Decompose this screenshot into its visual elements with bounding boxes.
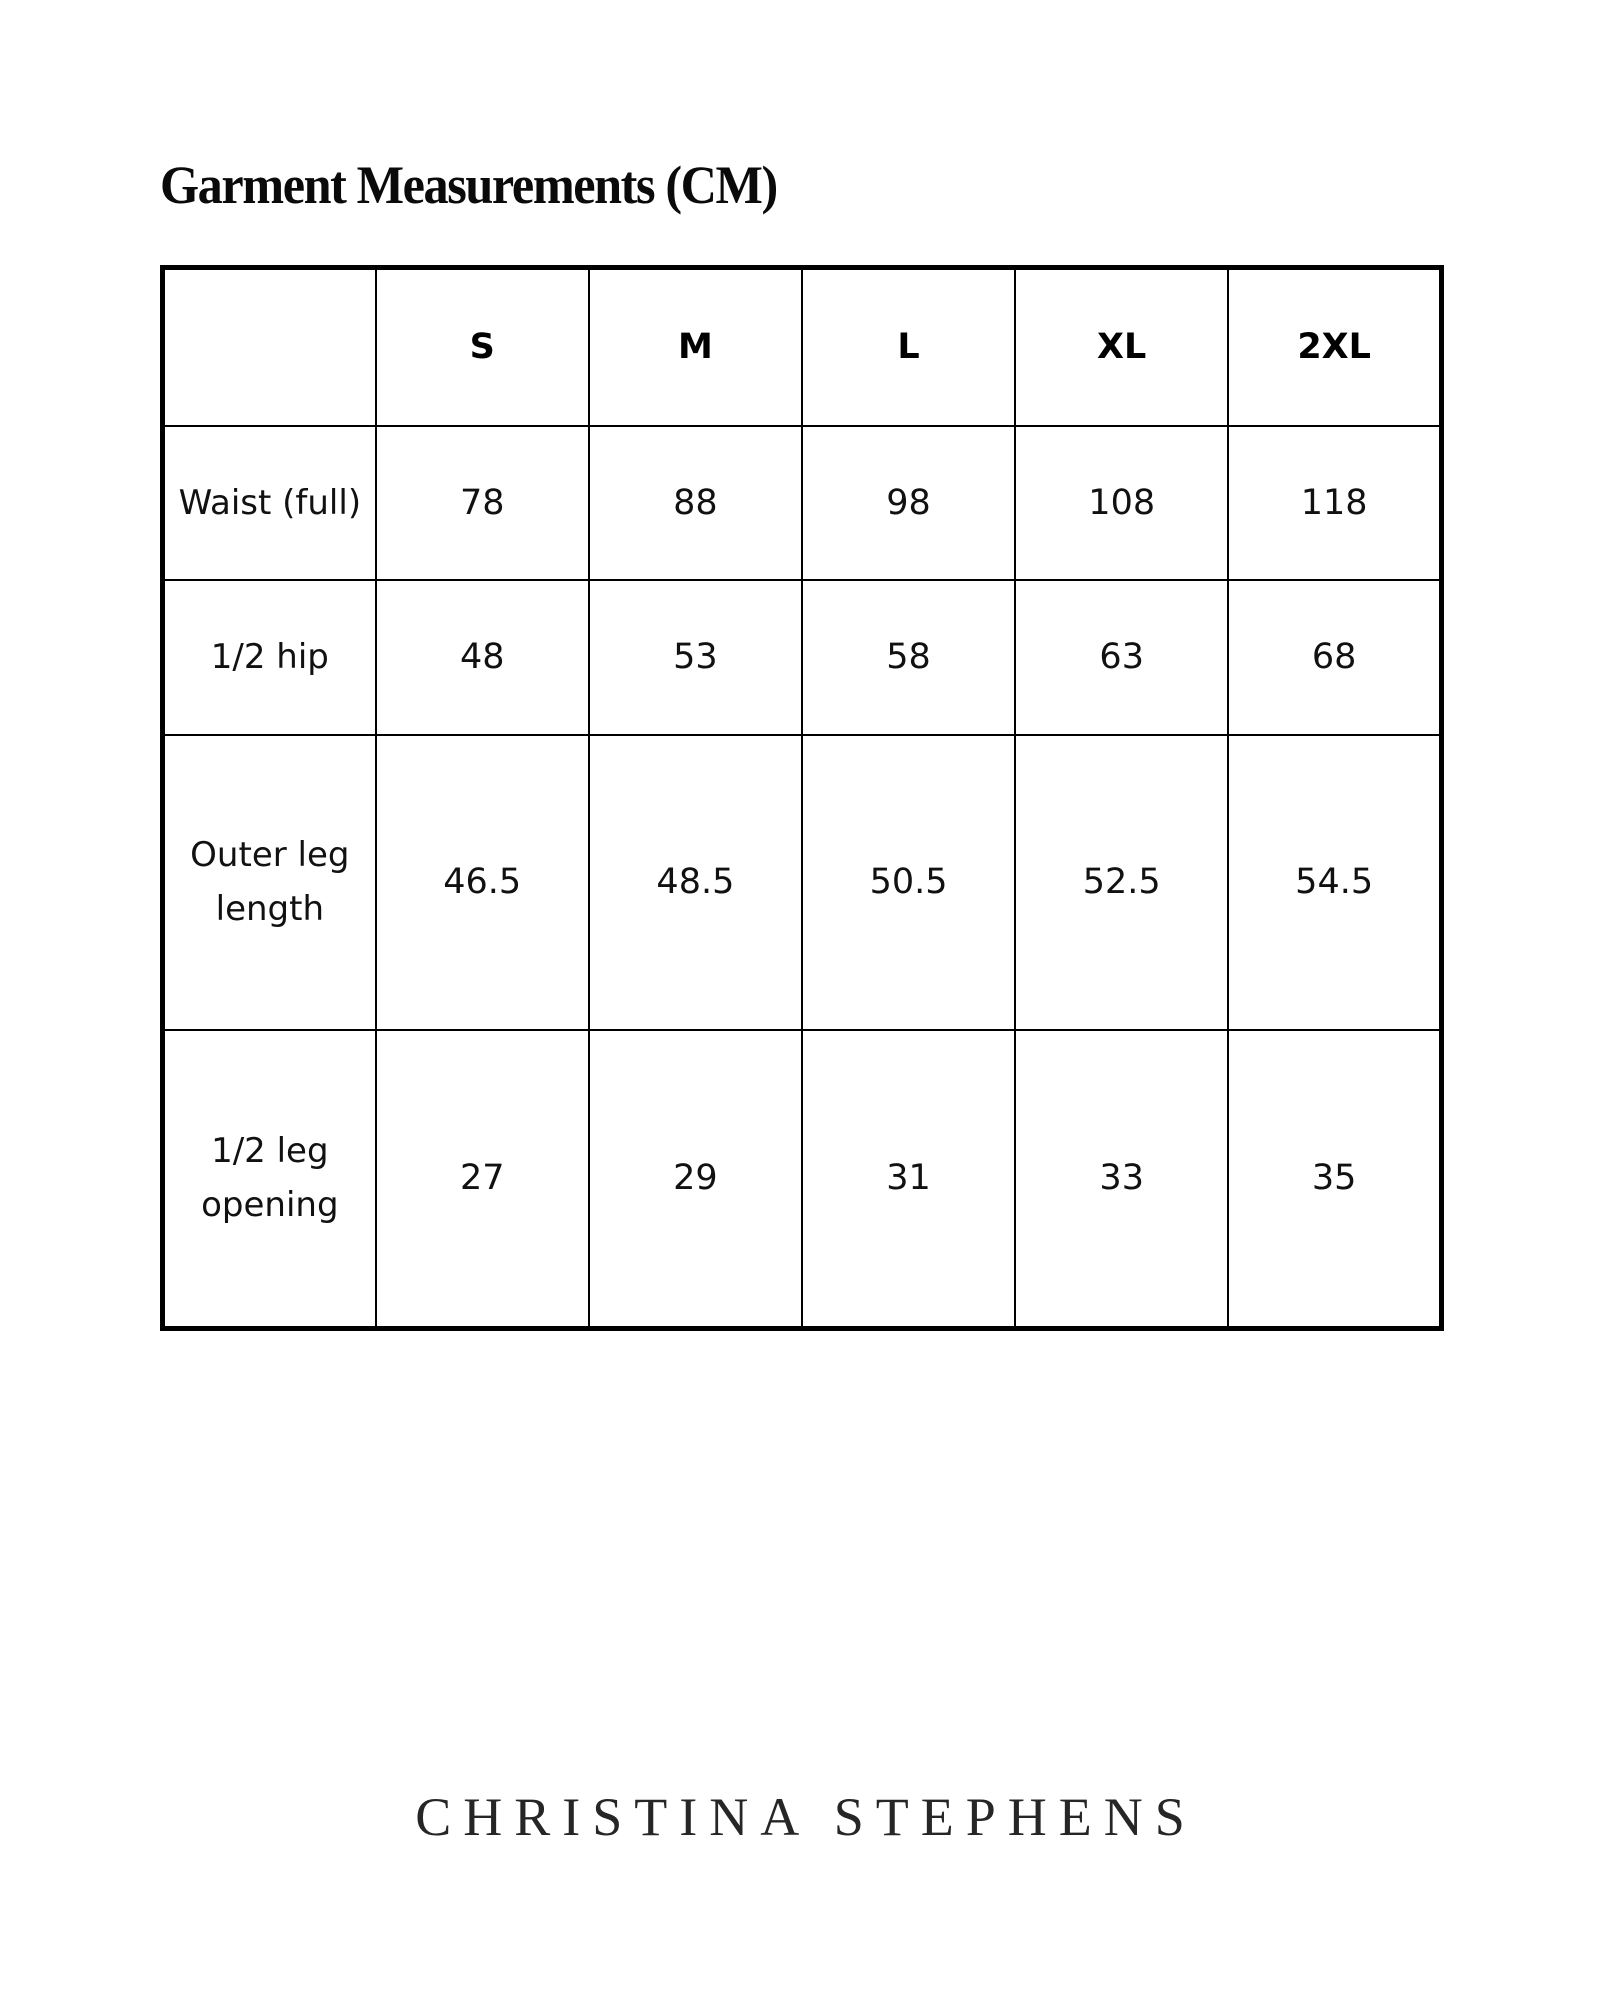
row-label: 1/2 hip bbox=[163, 580, 376, 734]
table-cell: 63 bbox=[1015, 580, 1228, 734]
brand-logo-text: CHRISTINA STEPHENS bbox=[415, 1787, 1197, 1847]
table-header-row bbox=[163, 268, 1442, 426]
header-cell-s: S bbox=[376, 268, 589, 426]
table-row bbox=[163, 1030, 1442, 1329]
table-row bbox=[163, 735, 1442, 1030]
table-row bbox=[163, 580, 1442, 734]
header-cell-empty bbox=[163, 268, 376, 426]
table-cell: 58 bbox=[802, 580, 1015, 734]
table-cell: 35 bbox=[1228, 1030, 1441, 1329]
table-cell: 88 bbox=[589, 426, 802, 580]
table-cell: 78 bbox=[376, 426, 589, 580]
table-cell: 108 bbox=[1015, 426, 1228, 580]
table-cell: 48 bbox=[376, 580, 589, 734]
table-cell: 68 bbox=[1228, 580, 1441, 734]
table-cell: 54.5 bbox=[1228, 735, 1441, 1030]
header-cell-l: L bbox=[802, 268, 1015, 426]
table-cell: 52.5 bbox=[1015, 735, 1228, 1030]
header-cell-xl: XL bbox=[1015, 268, 1228, 426]
row-label: 1/2 leg opening bbox=[163, 1030, 376, 1329]
page-title: Garment Measurements (CM) bbox=[160, 155, 777, 215]
table-row bbox=[163, 426, 1442, 580]
table-cell: 98 bbox=[802, 426, 1015, 580]
header-cell-m: M bbox=[589, 268, 802, 426]
table-cell: 118 bbox=[1228, 426, 1441, 580]
table-cell: 29 bbox=[589, 1030, 802, 1329]
measurements-table bbox=[160, 265, 1444, 1331]
table-cell: 46.5 bbox=[376, 735, 589, 1030]
table-cell: 53 bbox=[589, 580, 802, 734]
header-cell-2xl: 2XL bbox=[1228, 268, 1441, 426]
table-cell: 27 bbox=[376, 1030, 589, 1329]
table-cell: 48.5 bbox=[589, 735, 802, 1030]
row-label: Outer leg length bbox=[163, 735, 376, 1030]
table-cell: 31 bbox=[802, 1030, 1015, 1329]
table-cell: 33 bbox=[1015, 1030, 1228, 1329]
table-cell: 50.5 bbox=[802, 735, 1015, 1030]
row-label: Waist (full) bbox=[163, 426, 376, 580]
